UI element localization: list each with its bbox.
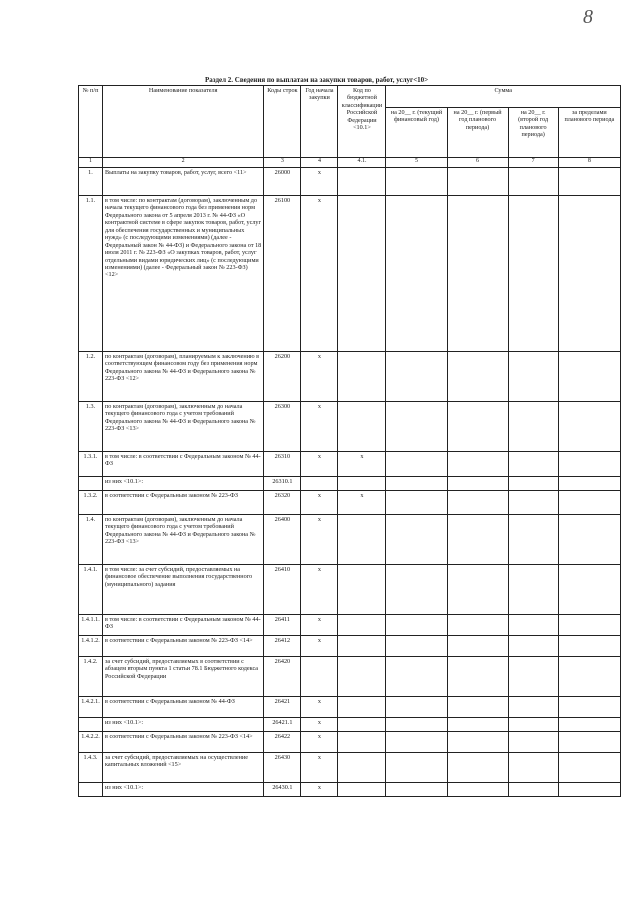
sum-beyond-cell [558, 718, 620, 732]
table-row [79, 452, 621, 477]
row-year: х [301, 732, 338, 753]
row-kbk [338, 636, 386, 657]
row-year: х [301, 352, 338, 402]
table-row [79, 615, 621, 636]
sum-current-cell [386, 515, 447, 565]
row-kbk [338, 515, 386, 565]
sum-beyond-cell [558, 477, 620, 491]
table-row [79, 565, 621, 615]
sum-current-cell [386, 753, 447, 783]
sum-plan1-cell [447, 491, 508, 515]
sum-plan1-cell [447, 352, 508, 402]
table-row [79, 402, 621, 452]
sum-beyond-cell [558, 196, 620, 352]
row-name: из них <10.1>: [102, 477, 263, 491]
row-name: в том числе: за счет субсидий, предоставляемых на финансовое обеспечение выполнения государственного (муниципального) задания [102, 565, 263, 615]
row-name: в том числе: по контрактам (договорам), заключенным до начала текущего финансового года без применения норм Федерального закона от 5 апреля 2013 г. № 44-ФЗ «О контрактной системе в сфере закупок товаров, работ, услуг для обеспечения государственных и муниципальных нужд» (с последующими изменениями) (далее - Федеральный закон № 44-ФЗ) и Федерального закона от 18 июля 2011 г. № 223-ФЗ «О закупках товаров, работ, услуг отдельными видами юридических лиц» (с последующими изменениями) (далее - Федеральный закон № 223-ФЗ) <12> [102, 196, 263, 352]
row-year [301, 657, 338, 697]
table-row [79, 352, 621, 402]
sum-beyond-cell [558, 615, 620, 636]
sum-plan2-cell [508, 477, 558, 491]
table-row [79, 168, 621, 196]
row-code: 26422 [264, 732, 301, 753]
row-kbk [338, 657, 386, 697]
sum-plan2-cell [508, 352, 558, 402]
row-code: 26300 [264, 402, 301, 452]
table-row [79, 718, 621, 732]
row-year: х [301, 636, 338, 657]
sum-plan1-cell [447, 565, 508, 615]
row-kbk [338, 196, 386, 352]
row-year: х [301, 718, 338, 732]
sum-plan2-cell [508, 753, 558, 783]
row-number: 1. [79, 168, 103, 196]
sum-plan2-cell [508, 168, 558, 196]
payments-table [78, 85, 621, 797]
row-kbk [338, 718, 386, 732]
row-year: х [301, 491, 338, 515]
sum-plan2-cell [508, 491, 558, 515]
row-kbk [338, 615, 386, 636]
sum-plan1-cell [447, 732, 508, 753]
section-title: Раздел 2. Сведения по выплатам на закупки товаров, работ, услуг<10> [205, 76, 429, 84]
row-number: 1.4. [79, 515, 103, 565]
sum-current-cell [386, 636, 447, 657]
sum-plan2-cell [508, 718, 558, 732]
row-name: по контрактам (договорам), планируемым к заключению в соответствующем финансовом году без применения норм Федерального закона № 44-ФЗ и Федерального закона № 223-ФЗ <12> [102, 352, 263, 402]
row-year: х [301, 196, 338, 352]
row-code: 26410 [264, 565, 301, 615]
sum-plan2-cell [508, 732, 558, 753]
table-row [79, 753, 621, 783]
sum-current-cell [386, 783, 447, 797]
row-code: 26400 [264, 515, 301, 565]
row-kbk [338, 168, 386, 196]
row-kbk [338, 783, 386, 797]
row-number: 1.3. [79, 402, 103, 452]
row-number: 1.4.2.1. [79, 697, 103, 718]
row-year: х [301, 565, 338, 615]
row-name: в соответствии с Федеральным законом № 223-ФЗ <14> [102, 636, 263, 657]
sum-plan1-cell [447, 783, 508, 797]
sum-beyond-cell [558, 168, 620, 196]
row-number: 1.2. [79, 352, 103, 402]
sum-beyond-cell [558, 783, 620, 797]
sum-beyond-cell [558, 753, 620, 783]
column-numbers-row [79, 158, 621, 168]
sum-plan1-cell [447, 196, 508, 352]
sum-plan2-cell [508, 196, 558, 352]
row-number: 1.4.1. [79, 565, 103, 615]
sum-beyond-cell [558, 565, 620, 615]
row-kbk [338, 352, 386, 402]
row-number: 1.4.1.1. [79, 615, 103, 636]
header-code: Коды строк [264, 86, 301, 158]
header-sum-beyond: за пределами планового периода [558, 108, 620, 158]
column-number: 6 [447, 158, 508, 168]
row-name: в соответствии с Федеральным законом № 223-ФЗ [102, 491, 263, 515]
header-sum-plan2: на 20__ г. (второй год планового периода) [508, 108, 558, 158]
sum-plan2-cell [508, 565, 558, 615]
sum-plan2-cell [508, 402, 558, 452]
sum-beyond-cell [558, 452, 620, 477]
row-code: 26200 [264, 352, 301, 402]
table-row [79, 783, 621, 797]
row-name: в соответствии с Федеральным законом № 44-ФЗ [102, 697, 263, 718]
row-kbk [338, 402, 386, 452]
header-sum-current: на 20__ г. (текущий финансовый год) [386, 108, 447, 158]
row-code: 26430.1 [264, 783, 301, 797]
row-code: 26100 [264, 196, 301, 352]
sum-plan2-cell [508, 452, 558, 477]
row-kbk: х [338, 491, 386, 515]
sum-beyond-cell [558, 636, 620, 657]
row-code: 26320 [264, 491, 301, 515]
header-name: Наименование показателя [102, 86, 263, 158]
column-number: 1 [79, 158, 103, 168]
header-sum-plan1: на 20__ г. (первый год планового периода) [447, 108, 508, 158]
table-row [79, 515, 621, 565]
sum-beyond-cell [558, 402, 620, 452]
sum-current-cell [386, 565, 447, 615]
sum-plan1-cell [447, 697, 508, 718]
row-kbk [338, 565, 386, 615]
row-code: 26310 [264, 452, 301, 477]
row-code: 26421 [264, 697, 301, 718]
row-code: 26411 [264, 615, 301, 636]
sum-plan1-cell [447, 718, 508, 732]
table-row [79, 636, 621, 657]
row-kbk [338, 697, 386, 718]
row-year: х [301, 753, 338, 783]
sum-plan2-cell [508, 783, 558, 797]
row-kbk [338, 753, 386, 783]
sum-plan2-cell [508, 615, 558, 636]
row-year: х [301, 515, 338, 565]
sum-plan1-cell [447, 402, 508, 452]
sum-current-cell [386, 452, 447, 477]
row-code: 26412 [264, 636, 301, 657]
sum-beyond-cell [558, 352, 620, 402]
row-name: в соответствии с Федеральным законом № 223-ФЗ <14> [102, 732, 263, 753]
sum-plan2-cell [508, 697, 558, 718]
row-year: х [301, 168, 338, 196]
table-row [79, 196, 621, 352]
row-name: по контрактам (договорам), заключенным до начала текущего финансового года с учетом требований Федерального закона № 44-ФЗ и Федерального закона № 223-ФЗ <13> [102, 402, 263, 452]
sum-current-cell [386, 168, 447, 196]
sum-beyond-cell [558, 515, 620, 565]
sum-current-cell [386, 491, 447, 515]
sum-current-cell [386, 718, 447, 732]
row-kbk [338, 732, 386, 753]
header-sum: Сумма [386, 86, 621, 108]
row-name: в том числе: в соответствии с Федеральным законом № 44-ФЗ [102, 452, 263, 477]
sum-plan1-cell [447, 477, 508, 491]
column-number: 8 [558, 158, 620, 168]
row-name: из них <10.1>: [102, 718, 263, 732]
row-year: х [301, 615, 338, 636]
sum-plan1-cell [447, 615, 508, 636]
row-code: 26000 [264, 168, 301, 196]
column-number: 2 [102, 158, 263, 168]
row-year: х [301, 402, 338, 452]
header-kbk: Код по бюджетной классификации Российской Федерации <10.1> [338, 86, 386, 158]
sum-current-cell [386, 196, 447, 352]
row-kbk: х [338, 452, 386, 477]
table-row [79, 657, 621, 697]
sum-plan2-cell [508, 657, 558, 697]
row-number: 1.3.2. [79, 491, 103, 515]
sum-current-cell [386, 477, 447, 491]
sum-plan1-cell [447, 452, 508, 477]
sum-plan1-cell [447, 657, 508, 697]
row-name: за счет субсидий, предоставляемых в соответствии с абзацем вторым пункта 1 статьи 78.1 Бюджетного кодекса Российской Федерации [102, 657, 263, 697]
sum-current-cell [386, 657, 447, 697]
row-code: 26310.1 [264, 477, 301, 491]
sum-beyond-cell [558, 732, 620, 753]
row-number [79, 718, 103, 732]
column-number: 4 [301, 158, 338, 168]
header-num: № п/п [79, 86, 103, 158]
row-year: х [301, 783, 338, 797]
sum-current-cell [386, 732, 447, 753]
row-name: в том числе: в соответствии с Федеральным законом № 44-ФЗ [102, 615, 263, 636]
sum-plan2-cell [508, 636, 558, 657]
row-name: из них <10.1>: [102, 783, 263, 797]
sum-plan1-cell [447, 515, 508, 565]
row-number: 1.4.3. [79, 753, 103, 783]
row-number: 1.1. [79, 196, 103, 352]
row-name: Выплаты на закупку товаров, работ, услуг, всего <11> [102, 168, 263, 196]
row-year: х [301, 697, 338, 718]
sum-current-cell [386, 615, 447, 636]
row-code: 26430 [264, 753, 301, 783]
sum-plan1-cell [447, 753, 508, 783]
sum-beyond-cell [558, 657, 620, 697]
sum-plan1-cell [447, 636, 508, 657]
row-number: 1.4.2. [79, 657, 103, 697]
row-number [79, 783, 103, 797]
row-number: 1.4.1.2. [79, 636, 103, 657]
sum-beyond-cell [558, 697, 620, 718]
row-number [79, 477, 103, 491]
row-year: х [301, 452, 338, 477]
table-row [79, 732, 621, 753]
row-number: 1.4.2.2. [79, 732, 103, 753]
table-row [79, 697, 621, 718]
row-name: за счет субсидий, предоставляемых на осуществление капитальных вложений <15> [102, 753, 263, 783]
row-year [301, 477, 338, 491]
row-kbk [338, 477, 386, 491]
row-name: по контрактам (договорам), заключенным до начала текущего финансового года с учетом требований Федерального закона № 44-ФЗ и Федерального закона № 223-ФЗ <13> [102, 515, 263, 565]
column-number: 5 [386, 158, 447, 168]
sum-beyond-cell [558, 491, 620, 515]
column-number: 3 [264, 158, 301, 168]
header-year: Год начала закупки [301, 86, 338, 158]
column-number: 7 [508, 158, 558, 168]
sum-current-cell [386, 352, 447, 402]
sum-current-cell [386, 697, 447, 718]
row-number: 1.3.1. [79, 452, 103, 477]
column-number: 4.1. [338, 158, 386, 168]
table-row [79, 477, 621, 491]
table-row [79, 491, 621, 515]
row-code: 26420 [264, 657, 301, 697]
page-number-mark: 8 [583, 6, 593, 28]
row-code: 26421.1 [264, 718, 301, 732]
sum-current-cell [386, 402, 447, 452]
sum-plan1-cell [447, 168, 508, 196]
sum-plan2-cell [508, 515, 558, 565]
